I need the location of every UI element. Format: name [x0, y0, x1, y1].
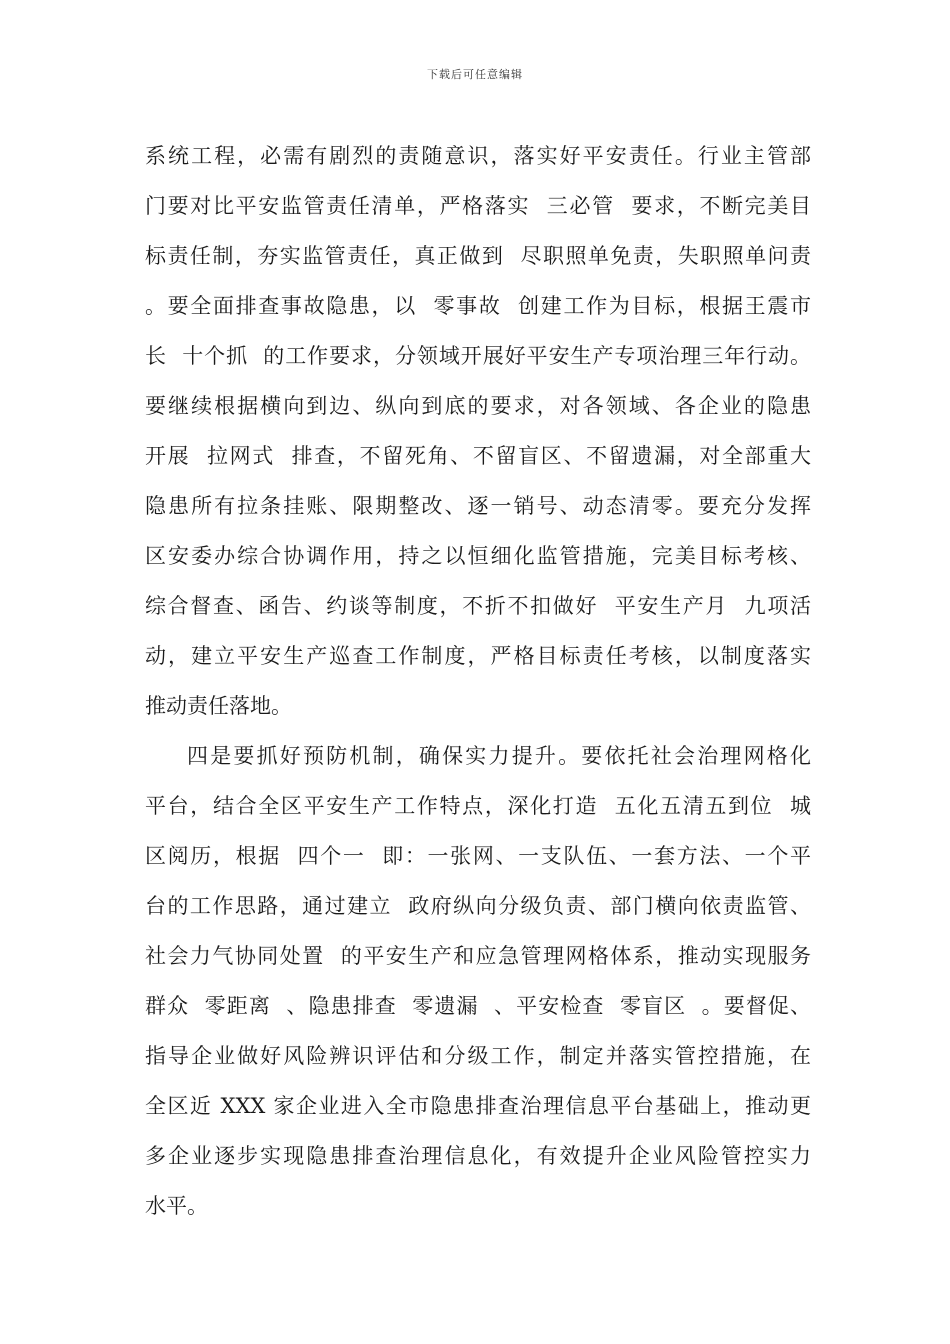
text-line: 门要对比平安监管责任清单，严格落实 三必管 要求，不断完美目	[145, 194, 811, 218]
text-line: 标责任制，夯实监管责任，真正做到 尽职照单免责，失职照单问责	[145, 244, 811, 268]
text-line: 群众 零距离 、隐患排查 零遗漏 、平安检查 零盲区 。要督促、	[145, 994, 811, 1018]
text-line: 推动责任落地。	[145, 694, 292, 718]
paragraph	[145, 131, 811, 731]
text-line: 全区近 XXX 家企业进入全市隐患排查治理信息平台基础上，推动更	[145, 1094, 811, 1118]
text-line: 隐患所有拉条挂账、限期整改、逐一销号、动态清零。要充分发挥	[145, 494, 811, 518]
text-line: 台的工作思路，通过建立 政府纵向分级负责、部门横向依责监管、	[145, 894, 811, 918]
text-line: 指导企业做好风险辨识评估和分级工作，制定并落实管控措施，在	[145, 1044, 811, 1068]
text-line: 水平。	[145, 1194, 208, 1218]
text-line: 系统工程，必需有剧烈的责随意识，落实好平安责任。行业主管部	[145, 144, 811, 168]
text-line: 长 十个抓 的工作要求，分领域开展好平安生产专项治理三年行动。	[145, 344, 811, 368]
text-line: 动，建立平安生产巡查工作制度，严格目标责任考核，以制度落实	[145, 644, 811, 668]
text-line: 多企业逐步实现隐患排查治理信息化，有效提升企业风险管控实力	[145, 1144, 811, 1168]
text-line: 开展 拉网式 排查，不留死角、不留盲区、不留遗漏，对全部重大	[145, 444, 811, 468]
paragraph	[145, 731, 811, 1231]
text-line: 区阅历，根据 四个一 即：一张网、一支队伍、一套方法、一个平	[145, 844, 811, 868]
text-line: 社会力气协同处置 的平安生产和应急管理网格体系，推动实现服务	[145, 944, 811, 968]
page-header: 下载后可任意编辑	[427, 68, 523, 81]
document-body	[145, 131, 811, 1231]
text-line: 区安委办综合协调作用，持之以恒细化监管措施，完美目标考核、	[145, 544, 811, 568]
text-line: 综合督查、函告、约谈等制度，不折不扣做好 平安生产月 九项活	[145, 594, 811, 618]
text-line: 要继续根据横向到边、纵向到底的要求，对各领域、各企业的隐患	[145, 394, 811, 418]
text-line: 平台，结合全区平安生产工作特点，深化打造 五化五清五到位 城	[145, 794, 811, 818]
text-line: 四是要抓好预防机制，确保实力提升。要依托社会治理网格化	[187, 744, 811, 768]
text-line: 。要全面排查事故隐患，以 零事故 创建工作为目标，根据王震市	[145, 294, 811, 318]
